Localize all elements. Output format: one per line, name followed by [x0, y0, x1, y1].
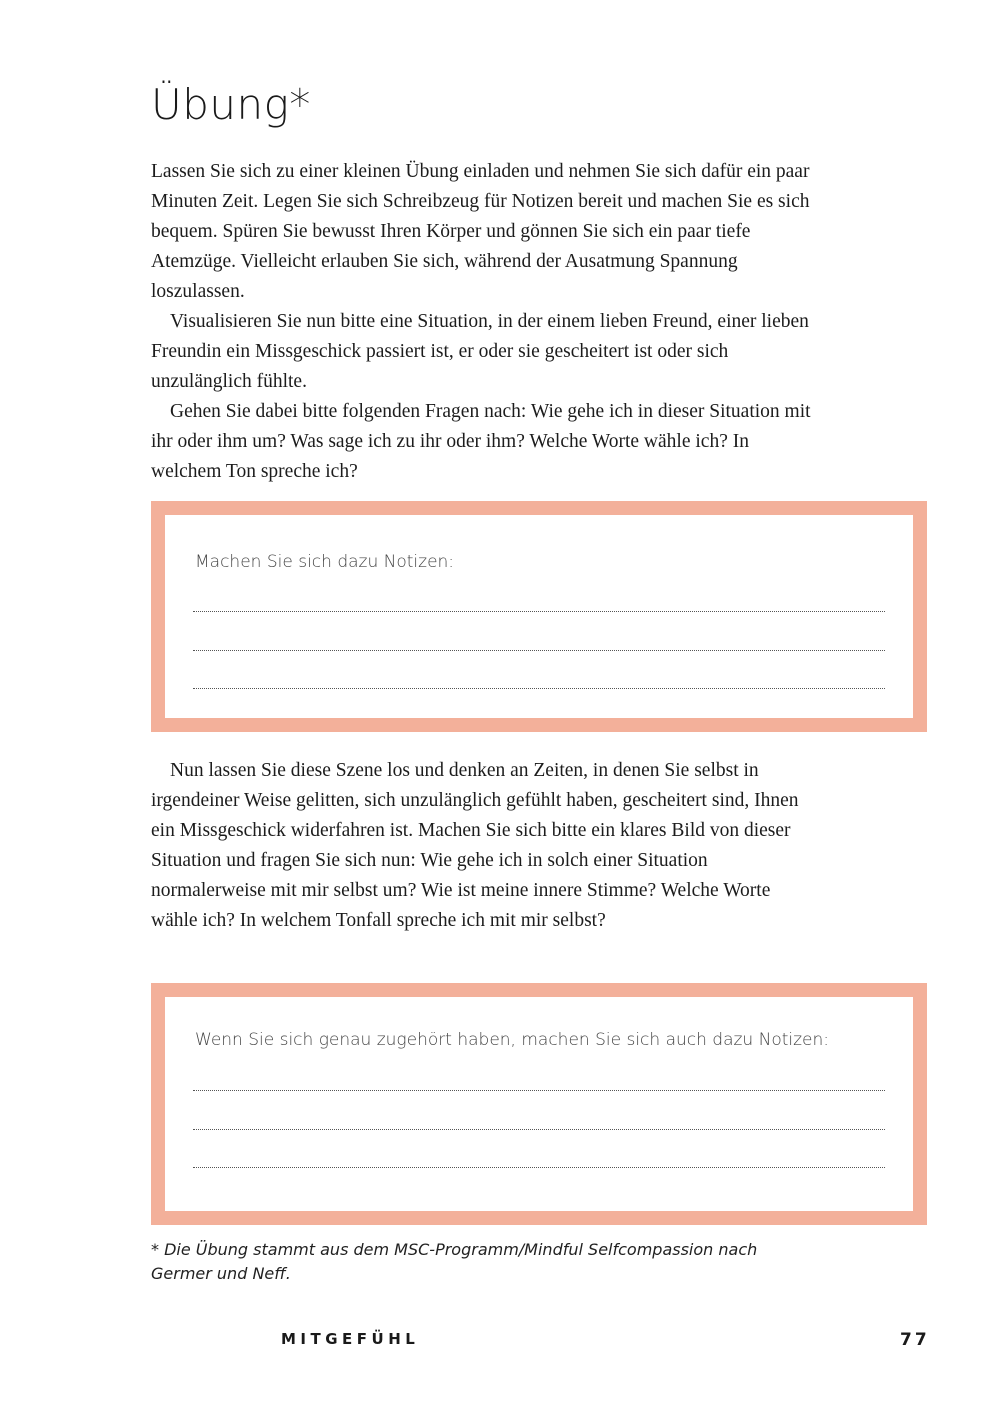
writing-line[interactable]	[193, 1090, 885, 1091]
page-title: Übung*	[151, 80, 311, 129]
notes-prompt: Machen Sie sich dazu Notizen:	[195, 552, 455, 572]
second-text	[151, 756, 811, 936]
writing-line[interactable]	[193, 688, 885, 689]
notes-box-2	[151, 983, 927, 1225]
writing-line[interactable]	[193, 1167, 885, 1168]
paragraph: Nun lassen Sie diese Szene los und denken an Zeiten, in denen Sie selbst in irgendeiner Weise gelitten, sich unzulänglich gefühlt haben, gescheitert sind, Ihnen ein Missgeschick widerfahren ist. Machen Sie sich bitte ein klares Bild von dieser Situation und fragen Sie sich nun: Wie gehe ich in solch einer Situation normalerweise mit mir selbst um? Wie ist meine innere Stimme? Welche Worte wähle ich? In welchem Tonfall spreche ich mit mir selbst?	[151, 760, 799, 931]
notes-prompt: Wenn Sie sich genau zugehört haben, machen Sie sich auch dazu Notizen:	[195, 1030, 829, 1050]
notes-box-1	[151, 501, 927, 732]
paragraph: Gehen Sie dabei bitte folgenden Fragen nach: Wie gehe ich in dieser Situation mit ihr oder ihm um? Was sage ich zu ihr oder ihm? Welche Worte wähle ich? In welchem Ton spreche ich?	[151, 401, 811, 482]
paragraph: Visualisieren Sie nun bitte eine Situation, in der einem lieben Freund, einer lieben Freundin ein Missgeschick passiert ist, er oder sie gescheitert ist oder sich unzulänglich fühlte.	[151, 311, 809, 392]
writing-line[interactable]	[193, 650, 885, 651]
paragraph: Lassen Sie sich zu einer kleinen Übung einladen und nehmen Sie sich dafür ein paar Minuten Zeit. Legen Sie sich Schreibzeug für Notizen bereit und machen Sie es sich bequem. Spüren Sie bewusst Ihren Körper und gönnen Sie sich ein paar tiefe Atemzüge. Vielleicht erlauben Sie sich, während der Ausatmung Spannung loszulassen.	[151, 161, 810, 302]
footnote: * Die Übung stammt aus dem MSC-Programm/Mindful Selfcompassion nach Germer und Neff.	[151, 1240, 758, 1283]
intro-text	[151, 157, 811, 487]
page-number: 77	[900, 1330, 930, 1350]
running-head: MITGEFÜHL	[281, 1330, 420, 1348]
writing-line[interactable]	[193, 611, 885, 612]
writing-line[interactable]	[193, 1129, 885, 1130]
